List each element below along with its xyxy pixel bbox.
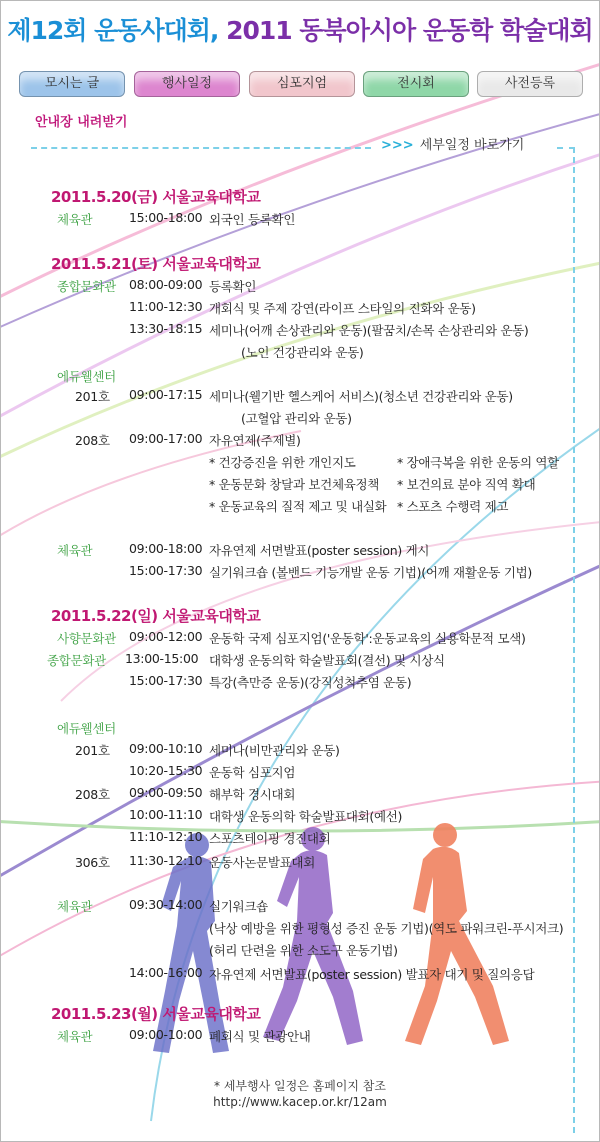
day2-time: 13:30-18:15: [129, 321, 203, 336]
day2-gym-venue: 체육관: [57, 543, 93, 558]
day3-time: 09:00-10:10: [129, 741, 203, 756]
nav-button-schedule[interactable]: 행사일정: [134, 71, 240, 97]
day2-topic: * 스포츠 수행력 제고: [397, 499, 509, 514]
day3-time: 09:00-09:50: [129, 785, 203, 800]
day2-room: 208호: [75, 433, 110, 448]
day3-time: 11:30-12:10: [129, 853, 203, 868]
footer-note: * 세부행사 일정은 홈페이지 참조: [214, 1079, 386, 1093]
day2-event: 개회식 및 주제 강연(라이프 스타일의 진화와 운동): [209, 301, 476, 316]
day3-venue: 종합문화관: [47, 653, 106, 668]
day2-event: 실기워크숍 (볼밴드 기능개발 운동 기법)(어깨 재활운동 기법): [209, 565, 532, 580]
day2-date: 2011.5.21(토) 서울교육대학교: [51, 255, 261, 273]
day1-time: 15:00-18:00: [129, 210, 203, 225]
nav-button-exhibition[interactable]: 전시회: [363, 71, 469, 97]
day4-venue: 체육관: [57, 1029, 93, 1044]
nav-button-symposium[interactable]: 심포지엄: [249, 71, 355, 97]
day3-event: 운동학 국제 심포지엄('운동학':운동교육의 실용학문적 모색): [209, 631, 526, 646]
day3-venue: 사향문화관: [57, 631, 116, 646]
day2-room: 201호: [75, 389, 110, 404]
day3-edu-center: 에듀웰센터: [57, 721, 116, 736]
day3-room: 208호: [75, 787, 110, 802]
day1-event: 외국인 등록확인: [209, 212, 296, 227]
day2-edu-center: 에듀웰센터: [57, 369, 116, 384]
day2-event: 자유연제(주제별): [209, 433, 301, 448]
day3-time: 13:00-15:00: [125, 651, 199, 666]
download-brochure-link[interactable]: 안내장 내려받기: [35, 115, 128, 130]
day3-event: 운동학 심포지엄: [209, 765, 296, 780]
day2-time: 15:00-17:30: [129, 563, 203, 578]
day3-room: 306호: [75, 855, 110, 870]
day2-event: 등록확인: [209, 279, 257, 294]
day2-time: 09:00-18:00: [129, 541, 203, 556]
double-arrow-icon: >>>: [381, 138, 414, 153]
day3-event-cont: (허리 단련을 위한 소도구 운동기법): [209, 943, 398, 958]
day3-event-cont: (낙상 예방을 위한 평형성 증진 운동 기법)(역도 파워크린-푸시저크): [209, 921, 564, 936]
day3-gym-venue: 체육관: [57, 899, 93, 914]
schedule-content: [1, 1, 599, 1141]
day1-date: 2011.5.20(금) 서울교육대학교: [51, 188, 261, 206]
day2-topic: * 건강증진을 위한 개인지도: [209, 455, 356, 470]
day4-date: 2011.5.23(월) 서울교육대학교: [51, 1005, 261, 1023]
detail-schedule-label: 세부일정 바로가기: [419, 138, 525, 153]
day3-event: 세미나(비만관리와 운동): [209, 743, 340, 758]
day2-topic: * 운동문화 창달과 보건체육정책: [209, 477, 380, 492]
day3-event: 대학생 운동의학 학술발표대회(예선): [209, 809, 403, 824]
nav-button-preregistration[interactable]: 사전등록: [477, 71, 583, 97]
day2-time: 09:00-17:00: [129, 431, 203, 446]
day3-time: 15:00-17:30: [129, 673, 203, 688]
day3-event: 운동사논문발표대회: [209, 855, 315, 870]
day2-topic: * 보건의료 분야 직역 확대: [397, 477, 536, 492]
day3-time: 09:30-14:00: [129, 897, 203, 912]
day3-event: 실기워크숍: [209, 899, 268, 914]
day3-event: 특강(측만증 운동)(강직성척추염 운동): [209, 675, 412, 690]
day3-time: 09:00-12:00: [129, 629, 203, 644]
day3-time: 14:00-16:00: [129, 965, 203, 980]
day2-time: 08:00-09:00: [129, 277, 203, 292]
day3-time: 11:10-12:10: [129, 829, 203, 844]
day3-event: 대학생 운동의학 학술발표회(결선) 및 시상식: [209, 653, 445, 668]
day4-time: 09:00-10:00: [129, 1027, 203, 1042]
day3-time: 10:20-15:30: [129, 763, 203, 778]
day2-topic: * 운동교육의 질적 제고 및 내실화: [209, 499, 387, 514]
day4-event: 폐회식 및 관광안내: [209, 1029, 311, 1044]
day2-venue: 종합문화관: [57, 279, 116, 294]
day3-event: 스포츠테이핑 경진대회: [209, 831, 331, 846]
day2-event: 자유연제 서면발표(poster session) 게시: [209, 543, 430, 558]
day2-event-cont: (고혈압 관리와 운동): [241, 411, 352, 426]
day2-time: 11:00-12:30: [129, 299, 203, 314]
title-part1: 제12회 운동사대회,: [7, 16, 219, 45]
title-part2: 2011 동북아시아 운동학 학술대회: [226, 16, 593, 45]
day3-event: 해부학 경시대회: [209, 787, 296, 802]
day3-room: 201호: [75, 743, 110, 758]
day2-time: 09:00-17:15: [129, 387, 203, 402]
day2-event: 세미나(웰기반 헬스케어 서비스)(청소년 건강관리와 운동): [209, 389, 513, 404]
day2-event: 세미나(어깨 손상관리와 운동)(팔꿈치/손목 손상관리와 운동): [209, 323, 529, 338]
day3-date: 2011.5.22(일) 서울교육대학교: [51, 607, 261, 625]
nav-button-invitation[interactable]: 모시는 글: [19, 71, 125, 97]
footer-url[interactable]: http://www.kacep.or.kr/12am: [213, 1095, 387, 1109]
day3-event: 자유연제 서면발표(poster session) 발표자 대기 및 질의응답: [209, 967, 535, 982]
day2-event-cont: (노인 건강관리와 운동): [241, 345, 364, 360]
day2-topic: * 장애극복을 위한 운동의 역할: [397, 455, 559, 470]
day3-time: 10:00-11:10: [129, 807, 203, 822]
day1-venue: 체육관: [57, 212, 93, 227]
